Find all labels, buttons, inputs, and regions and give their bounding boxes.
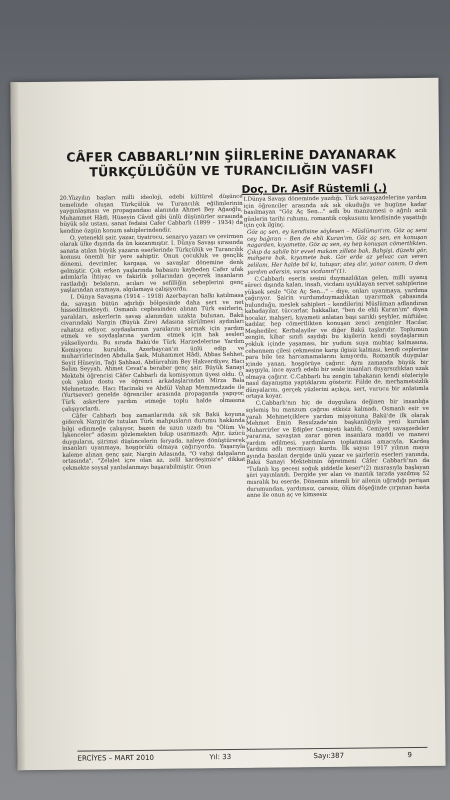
paragraph: C.Cabbarlı eserin sesini duymazlıktan gelen, milli uyanış süreci dışında kalan, insafı, vicdanı uyuklayan servet sahiplerine yüksek sesle "Göz Aç Sen..." – diye, onları uyanmaya, yardıma çağırıyor. Şairin vurdumduymazlıktan uyarırmak çabasında bulunduğu, meslek sahipleri – kendilerini Müslüman adlandıran kabadayılar, tüccarlar, bakkallar, "ben de ehli Kuran'ım" diyen hocalar, mahşeri, kıyameti anlatan başı sarıklı şeyhler, müftüler, kadılar, hep cömertlikten konuşan zenci zenginler Hacılar, Meşhediler, Kerbalayiler ve diğer Bakü taşlarıdır. Toplumun zengin, kibar sınıfı saydığı bu kişilerin kendi soydaşlarının yokluk içinde yaşaması, bir yudum suya muhtaç kalmasına, cehennem çilesi çekmesine karşı ilgisiz kalması, kendi ceplerine para bile tez harcamamalarını kınıyordu. Romantik duygular içinde yanan, hoşgörüye çağırır. Aynı zamanda büyük bir saygıyla, ince ayarlı edebi bir sesle insanları duyarsızlıktan uzak olmaya çağırır. C.Cabbarlı bu zengin tabakanın kendi sözleriyle nasıl dayanışma yaptıklarını gösterir. Fiilde de, merhametsizlik dünyalarını, gerçek yüzlerini açıkça, sert, vurucu bir anlatımla ortaya koyar. bbox=[244, 274, 429, 401]
page-spine-shadow bbox=[10, 82, 25, 770]
footer-year: Yıl: 33 bbox=[209, 752, 232, 762]
article-author: Doç. Dr. Asif Rüstemli (.) bbox=[241, 182, 387, 196]
paragraph: 20.Yüzyılın başları milli ideoloji, edebi kültürel düşünce temelinde oluşan Türkçülük ve Turancılık eğilimlerinin yaygınlaşması ve propagandası alanında Ahmet Bey Ağaoğlu, Muhammet Hâdi, Hüseyin Câvid gibi ünlü düşünürler sırasında büyük söz ustası, sanat fedaisi Cafer Cabbarlı (1899 – 1934) da kendine özgün konum sahiplerindendir. bbox=[59, 193, 243, 235]
paragraph: I. Dünya Savaşına (1914 – 1918) Azerbaycan halkı katılmasa da, savaşın bütün ağırlığı bölgesinde daha sert ve net hissedilmekteydi. Osmanlı cephesinden alınan Türk esirlerin, yaralıları, askerlerin savaş alanından uzakta bulunan, Bakü civarındaki Nargin (Büyük Zire) Adasına sürülmesi aydınları rahatsız ediyor, soydaşlarının yaralarını sarmak için yardım etmek ve soydaşlarına yardım etmek için hak sesleri yükseliyordu. Bu sırada Bakü'de Türk Harzedelerine Yardım Komisyonu kuruldu. Azerbaycan'ın ünlü edip ve muharrirlerinden Abdulla Şaik, Muhammet Hâdi, Abbas Sehhet, Seyit Hüseyin, Taği Şahbazi, Abdürrahim Bey Hakverdiyev, Hacı Selim Seyyah, Ahmet Cevat'a beraber genç şair, Büyük Sanayi Mektebi öğrencisi Câfer Cabbarlı da komisyonun üyesi oldu. O, çok yakın dostu ve öğrenci arkadaşlarından Mirza Bala Mehmetzade, Hacı Hacinski ve Abdül Vahap Memmedzade ile (Yurtsever) genelde öğrenciler arasında propaganda yapıyor, Türk askerlere yardım etmeğe toplu halde olmasına çalışıyorlardı. bbox=[60, 293, 245, 413]
magazine-page bbox=[10, 78, 445, 770]
paragraph: C.Cabbarlı'nın hiç de duygulara değinen bir insanlığa sıylemiş bu manzum çağrısı etkisiz kalmadı. Osmanlı esir ve yaralı Mehmetçiklere yardım misyonuna Bakü'de ilk olarak Mehmet Emin Resulzade'nin başkanlığıyla yeni kurulan Muharrirler ve Edipler Cemiyeti katıldı. Cemiyet savaşzedeler yararına, savaştan zarar gören insanlara maddi ve manevi yardım edilmesi, yardımların toplanması amacıyla, Kardeş Yardımı adlı mecmuayı kurdu. İlk sayısı 1917 yılının mayıs ayında basılan dergide ünlü yazar ve şairlerin eserleri yanında, Bakü Sanayi Mektebinin öğretmeni Câfer Cabbarlı'nın da "Tufanlı kış gecesi soğuk şiddetle keser"(2) mısrasıyla başlayan şiiri yayınlandı. Dergide yer alan ve mantık tarzda yazılmış 52 mısralık bu eserde, Dönemin sitemli bir ailenin uğradığı perişan durumundan, yardımsız, çaresiz, ölüm döşeğinde çırpınan hasta anne ile onun aç ve kimsesiz bbox=[245, 399, 430, 499]
page-footer bbox=[77, 747, 427, 764]
left-text-column bbox=[60, 194, 246, 473]
paragraph: I.Dünya Savaşı döneminde yazdığı, Türk savaşzadelerine yardım için öğrenciler arasında sık sık okuduğu ve bugüne kadar basılmayan "Göz Aç Sen..." adlı bu manzumesi o ağrılı acılı günlerin tarihi ruhunu, romantik coşkusunu kendisinde yaşattığı için çok ilginç. bbox=[243, 194, 427, 230]
poem-quote: Göz aç sen, ey kendisine söylesen – Müslüman'ım. Göz aç seni cey bağıran – Ben de ehli Kuran'ım. Göz aç sen, en konuşan nagarden, kıyamette, Göz aç sen, ey hep konuşan cömertlikten. Çıkıp da sahile bir evvel makam zillete bak, Bahşişi, düzehi gör, mahşere bak, kıyamete bak. Gör erde az yelvac can veren zelilanı, Her halde bil ki, tutuşur, ateş alır, yanar canım, O dem yardım edersin, varsa vicdanın"(1). bbox=[246, 228, 428, 276]
paragraph: O, yetenekli şair, yazar, tiyatrocu, senaryo yazarı ve çevirmen olarak ülke dışında da ün kazanmıştır. I. Dünya Savaşı sırasında sanata atılan büyük yazarın eserlerinde Türkçülük ve Turancılık konusu önemli bir yere sahiptir. Onun çocukluk ve gençlik dönemi, devrimler, kargaşa, ve savaşlar dönemine denk gelmiştir. Çok erken yaşlarında babasını kaybeden Cafer ufak adımlarla ihtiyaç ve fakirlik yollarından geçerek insanların rastladığı belaların, acıları ve sefilliğin sebeplerini genç yaşlarından aramaya, algılamaya çalışıyordu. bbox=[60, 233, 244, 294]
right-text-column bbox=[244, 195, 430, 500]
footer-magazine: ERCİYES – MART 2010 bbox=[77, 753, 155, 763]
footer-issue: Sayı:387 bbox=[313, 751, 345, 761]
article-title: CÂFER CABBARLI’NIN ŞİİRLERİNE DAYANARAK TÜRKÇÜLÜĞÜN VE TURANCILIĞIN VASFI bbox=[66, 146, 397, 180]
footer-page-number: 9 bbox=[407, 751, 412, 760]
paragraph: Câfer Cabbarlı boş zamanlarında sık sık Bakü koyuna giderek Nargin'de tutulan Türk mahpusların durumu hakkında bilgi edinmeğe çalışıyor, bazen de uzun uzadı bu "Ölüm Ve İşkenceler" adasını gözlemekten bıkıp usanmazdı. Ağır, üzücü duyguların, şiirimsi düşüncelerin feryada, naleye dönüştürerek insanları uyanmaya, hoşgörülü olmaya çağırıyordu. Yaşarıyla kaleme alınan genç şair, Nargin Adasında, "O vahşi dalgaların ortasında", "Zelalet içre olan az, zelil kardeşimiz'e" dikkat çekmekte soysal yanlıslanmayı başarabilmiştir. Onun bbox=[61, 411, 246, 472]
